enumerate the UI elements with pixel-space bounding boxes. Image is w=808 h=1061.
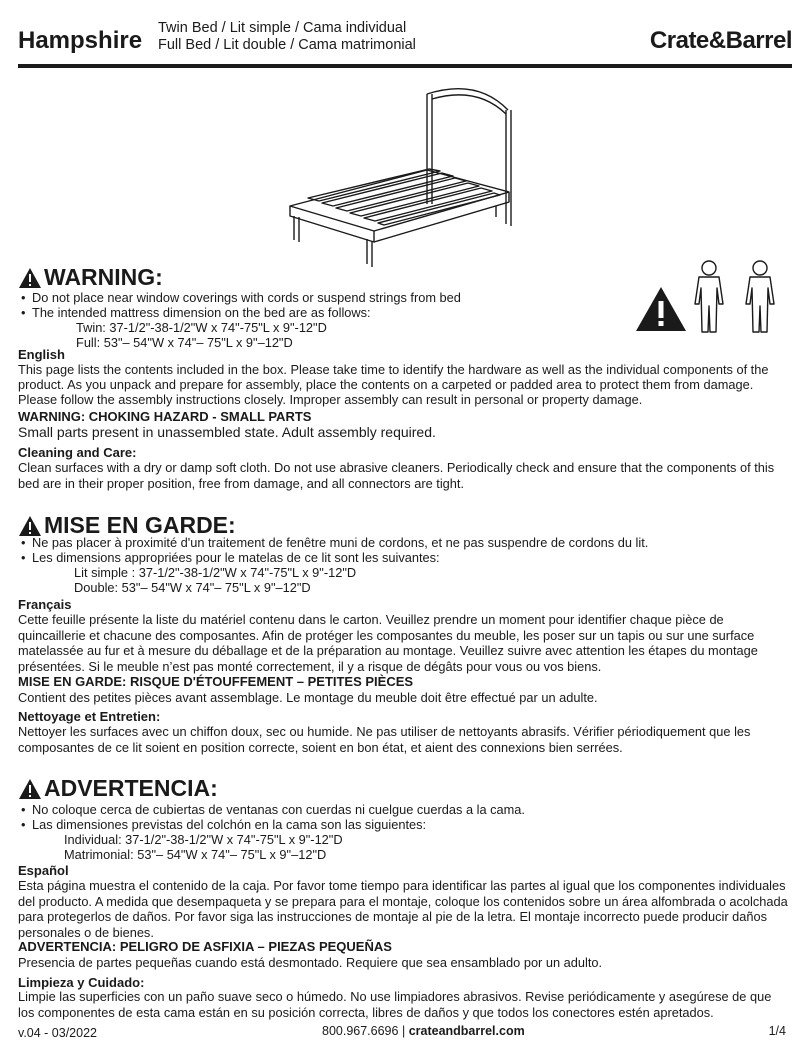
warning-bullet: • Ne pas placer à proximité d'un traitement de fenêtre muni de cordons, et ne pas suspendre de cordons du lit. [18,535,790,550]
care-heading-es: Limpieza y Cuidado: [18,975,145,990]
intro-text-en: This page lists the contents included in the box. Please take time to identify the hardware as well as the individual components of the product. As you unpack and prepare for assembly, place the contents on a carpeted or padded area to protect them from damage. Please follow the assembly instructions closely. Improper assembly can result in personal or property damage. [18,362,769,407]
footer-separator: | [401,1024,406,1038]
hazard-heading-es: ADVERTENCIA: PELIGRO DE ASFIXIA – PIEZAS PEQUEÑAS [18,939,392,954]
care-heading-en: Cleaning and Care: [18,445,137,460]
mattress-dimension: Full: 53"– 54"W x 74"– 75"L x 9"–12"D [76,335,293,350]
mattress-dimension: Individual: 37-1/2"-38-1/2"W x 74"-75"L x 9"-12"D [64,832,343,847]
warning-title-fr: MISE EN GARDE: [44,512,236,538]
warning-title-es: ADVERTENCIA: [44,775,218,801]
brand-logo: Crate&Barrel [649,27,792,54]
version-label: v.04 - 03/2022 [18,1026,97,1040]
subtitle-full: Full Bed / Lit double / Cama matrimonial [158,37,416,53]
mattress-dimension: Twin: 37-1/2"-38-1/2"W x 74"-75"L x 9"-12"D [76,320,327,335]
footer-contact [322,1024,525,1038]
intro-text-es: Esta página muestra el contenido de la caja. Por favor tome tiempo para identificar las partes al igual que los componentes individuales del producto. A medida que desempaqueta y se prepara para el montaje, coloque los contenidos sobre un área alfombrada o acolchada para protegerlos de daños. Por favor siga las instrucciones de montaje al pie de la letra. El montaje incorrecto puede producir daños personales o de bienes. [18,878,788,940]
warning-triangle-icon [18,515,42,537]
header-rule [18,64,792,68]
hazard-text-es: Presencia de partes pequeñas cuando está desmontado. Requiere que sea ensamblado por un adulto. [18,955,603,970]
mattress-dimension: Double: 53"– 54"W x 74"– 75"L x 9"–12"D [74,580,311,595]
care-text-es: Limpie las superficies con un paño suave seco o húmedo. No use limpiadores abrasivos. Revise periódicamente y asegúrese de que los componentes de esta cama están en su posición correcta, libres de daños y que todos los conectores estén apretados. [18,989,772,1020]
mattress-dimension: Lit simple : 37-1/2"-38-1/2"W x 74"-75"L x 9"-12"D [74,565,357,580]
bed-illustration [282,82,522,272]
language-heading-fr: Français [18,597,72,612]
warning-heading-es [18,775,218,802]
warning-bullets-es [18,802,790,862]
warning-bullet: • Do not place near window coverings with cords or suspend strings from bed [18,290,790,305]
care-text-fr: Nettoyer les surfaces avec un chiffon doux, sec ou humide. Ne pas utiliser de nettoyants abrasifs. Vérifier périodiquement que les composantes de ce lit soient en position correcte, soient en bon état, et aient des connexions bien serrées. [18,724,751,755]
page-number: 1/4 [768,1024,786,1038]
warning-bullet: • The intended mattress dimension on the bed are as follows: [18,305,790,320]
hazard-text-en: Small parts present in unassembled state. Adult assembly required. [18,424,436,440]
warning-heading-en [18,264,163,291]
warning-title-en: WARNING: [44,264,163,290]
website-link[interactable]: crateandbarrel.com [408,1024,525,1038]
warning-bullets-fr [18,535,790,595]
mattress-dimension: Matrimonial: 53"– 54"W x 74"– 75"L x 9"–12"D [64,847,327,862]
warning-bullet: • Les dimensions appropriées pour le matelas de ce lit sont les suivantes: [18,550,790,565]
warning-bullet: • Las dimensiones previstas del colchón en la cama son las siguientes: [18,817,790,832]
hazard-heading-en: WARNING: CHOKING HAZARD - SMALL PARTS [18,409,312,424]
care-text-en: Clean surfaces with a dry or damp soft cloth. Do not use abrasive cleaners. Periodically check and ensure that the components of this bed are in their proper position, free from damage, and all connectors are tight. [18,460,775,491]
warning-triangle-icon [18,267,42,289]
warning-bullets-en [18,290,790,350]
intro-text-fr: Cette feuille présente la liste du matériel contenu dans le carton. Veuillez prendre un moment pour identifier chaque pièce de quincaillerie et chacune des composantes. Afin de protéger les composantes du meuble, les poser sur un tapis ou sur une surface matelassée au fur et à mesure du déballage et de la préparation au montage. Veuillez suivre avec attention les étapes du montage présentées. Si le meuble n’est pas monté correctement, il y a risque de dégâts pour vous ou vos biens. [18,612,758,674]
language-heading-en: English [18,347,65,362]
language-heading-es: Español [18,863,69,878]
hazard-heading-fr: MISE EN GARDE: RISQUE D'ÉTOUFFEMENT – PETITES PIÈCES [18,674,414,689]
subtitle-twin: Twin Bed / Lit simple / Cama individual [158,20,407,36]
warning-bullet: • No coloque cerca de cubiertas de ventanas con cuerdas ni cuelgue cuerdas a la cama. [18,802,790,817]
phone-number: 800.967.6696 [322,1024,399,1038]
warning-triangle-icon [18,778,42,800]
hazard-text-fr: Contient des petites pièces avant assemblage. Le montage du meuble doit être effectué par un adulte. [18,690,598,705]
care-heading-fr: Nettoyage et Entretien: [18,709,161,724]
product-title: Hampshire [18,27,143,54]
